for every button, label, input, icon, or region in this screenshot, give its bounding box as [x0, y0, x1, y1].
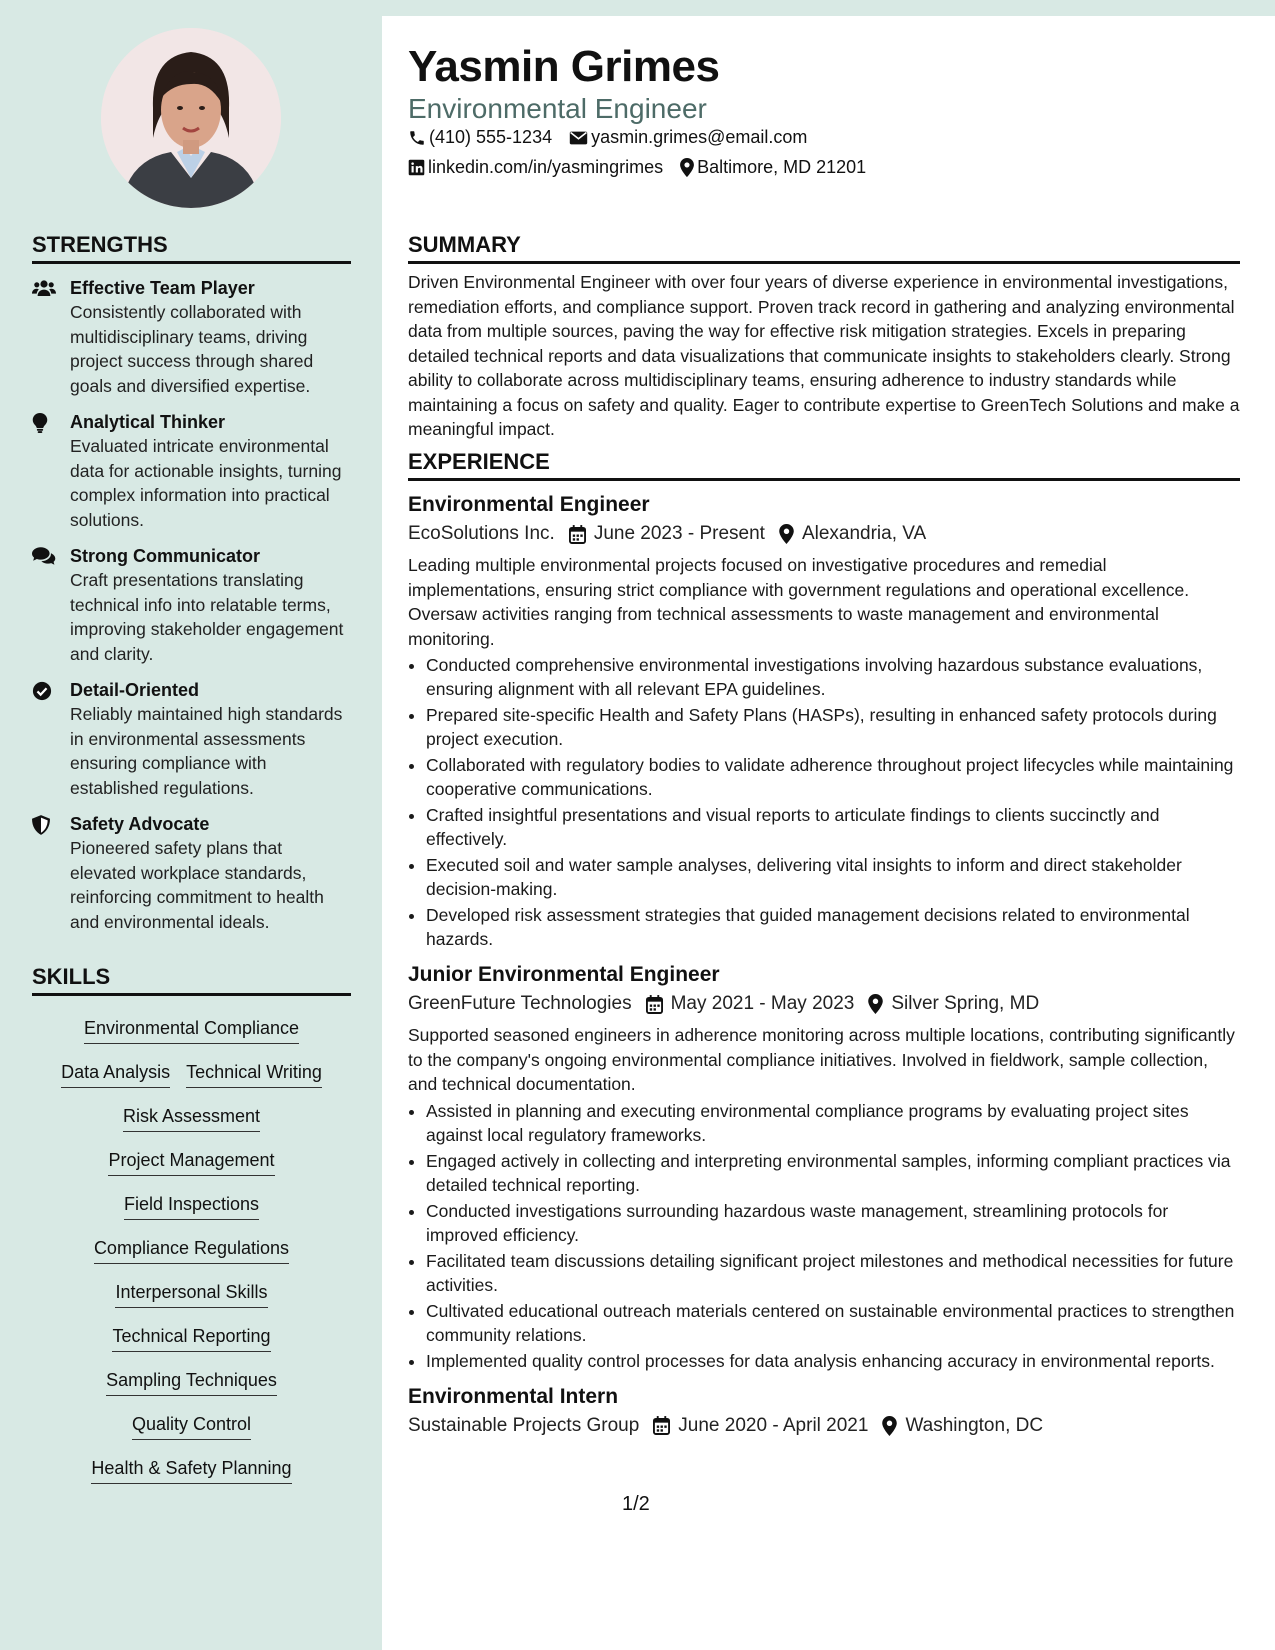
- calendar-icon: [569, 525, 586, 544]
- contact-row-1: [408, 127, 824, 148]
- experience-section: [408, 449, 1240, 1441]
- skill-tag: Technical Writing: [186, 1060, 322, 1088]
- skill-tag: Sampling Techniques: [106, 1368, 277, 1396]
- strengths-list: [32, 276, 351, 934]
- skill-tag: Health & Safety Planning: [91, 1456, 291, 1484]
- job-bullet: • Collaborated with regulatory bodies to validate adherence throughout project lifecycles while maintaining cooperative communications.: [426, 753, 1240, 801]
- skills-row: [32, 1272, 351, 1316]
- summary-title: SUMMARY: [408, 232, 1240, 264]
- calendar-icon: [653, 1416, 670, 1435]
- skills-row: [32, 1140, 351, 1184]
- strength-item: [32, 276, 351, 398]
- strength-desc: Evaluated intricate environmental data for actionable insights, turning complex information into practical solutions.: [70, 436, 342, 530]
- job-bullet: • Crafted insightful presentations and visual reports to articulate findings to clients succinctly and effectively.: [426, 803, 1240, 851]
- job-bullet: • Prepared site-specific Health and Safety Plans (HASPs), resulting in enhanced safety protocols during project execution.: [426, 703, 1240, 751]
- skills-row: [32, 1404, 351, 1448]
- job-bullet: • Executed soil and water sample analyses, delivering vital insights to inform and direct stakeholder decision-making.: [426, 853, 1240, 901]
- location-text: Baltimore, MD 21201: [697, 157, 867, 177]
- contact-email[interactable]: [569, 127, 807, 148]
- skill-tag: Project Management: [108, 1148, 274, 1176]
- check-circle-icon: [32, 681, 56, 701]
- job-title: Junior Environmental Engineer: [408, 963, 720, 986]
- skill-tag: Data Analysis: [61, 1060, 170, 1088]
- skills-row: [32, 1316, 351, 1360]
- strength-title: Detail-Oriented: [70, 680, 200, 700]
- skills-title: SKILLS: [32, 964, 351, 996]
- linkedin-icon: [408, 159, 425, 176]
- skills-row: [32, 1360, 351, 1404]
- map-pin-icon: [882, 1416, 897, 1436]
- map-pin-icon: [868, 994, 883, 1014]
- phone-text: (410) 555-1234: [429, 127, 553, 147]
- map-pin-icon: [680, 158, 694, 177]
- job-desc: Leading multiple environmental projects focused on investigative procedures and remedial implementations, ensuring strict compliance with government regulations and operational excellence. Oversaw activities ranging from technical assessments to waste management and environmental monitoring.: [408, 555, 1190, 649]
- strength-desc: Reliably maintained high standards in environmental assessments ensuring compliance with established regulations.: [70, 704, 343, 798]
- job-bullets: [408, 653, 1240, 951]
- job-bullet: • Engaged actively in collecting and interpreting environmental samples, informing compliant practices via detailed technical reporting.: [426, 1149, 1240, 1197]
- skill-tag: Compliance Regulations: [94, 1236, 289, 1264]
- job-bullet: • Facilitated team discussions detailing significant project milestones and methodical necessities for future activities.: [426, 1249, 1240, 1297]
- strength-item: [32, 812, 351, 934]
- job-title: Environmental Engineer: [408, 493, 650, 516]
- experience-title: EXPERIENCE: [408, 449, 1240, 481]
- job-meta: [408, 1411, 1240, 1441]
- job-entry: [408, 961, 1240, 1373]
- job-location-text: Silver Spring, MD: [891, 993, 1040, 1014]
- job-dates-text: June 2023 - Present: [593, 523, 765, 544]
- strength-item: [32, 544, 351, 666]
- job-entry: [408, 491, 1240, 951]
- skills-section: [32, 964, 351, 1492]
- main-content: [382, 16, 1275, 1650]
- skill-tag: Quality Control: [132, 1412, 251, 1440]
- job-location: [779, 519, 926, 549]
- strength-title: Strong Communicator: [70, 546, 261, 566]
- email-text: yasmin.grimes@email.com: [591, 127, 808, 147]
- job-bullets: [408, 1099, 1240, 1373]
- strength-title: Analytical Thinker: [70, 412, 226, 432]
- skill-tag: Environmental Compliance: [84, 1016, 299, 1044]
- job-location: [868, 989, 1039, 1019]
- map-pin-icon: [779, 524, 794, 544]
- job-bullet: • Developed risk assessment strategies that guided management decisions related to environmental hazards.: [426, 903, 1240, 951]
- job-dates-text: June 2020 - April 2021: [678, 1414, 869, 1436]
- comments-icon: [32, 547, 56, 567]
- skill-tag: Risk Assessment: [123, 1104, 260, 1132]
- linkedin-text: linkedin.com/in/yasmingrimes: [428, 157, 664, 177]
- job-meta: [408, 519, 1240, 549]
- job-bullet: • Implemented quality control processes for data analysis enhancing accuracy in environmental reports.: [426, 1349, 1240, 1373]
- candidate-name: Yasmin Grimes: [408, 42, 720, 91]
- skills-row: [32, 1228, 351, 1272]
- job-bullet: • Conducted investigations surrounding hazardous waste management, streamlining protocols for improved efficiency.: [426, 1199, 1240, 1247]
- strength-desc: Craft presentations translating technical info into relatable terms, improving stakeholder engagement and clarity.: [70, 570, 344, 664]
- skill-tag: Technical Reporting: [112, 1324, 270, 1352]
- strength-desc: Consistently collaborated with multidisciplinary teams, driving project success through shared goals and diversified expertise.: [70, 302, 314, 396]
- skills-row: [32, 1184, 351, 1228]
- strengths-title: STRENGTHS: [32, 232, 351, 264]
- job-bullet: • Conducted comprehensive environmental investigations involving hazardous substance evaluations, ensuring alignment with all relevant EPA guidelines.: [426, 653, 1240, 701]
- profile-photo: [101, 28, 281, 208]
- shield-icon: [32, 815, 56, 835]
- job-location: [882, 1411, 1043, 1441]
- job-dates: [653, 1411, 868, 1441]
- calendar-icon: [646, 995, 663, 1014]
- job-dates: [646, 989, 855, 1019]
- job-location-text: Washington, DC: [905, 1414, 1044, 1436]
- job-company: EcoSolutions Inc.: [408, 523, 555, 544]
- job-dates: [569, 519, 765, 549]
- skills-row: [32, 1096, 351, 1140]
- skills-list: [32, 1008, 351, 1492]
- strength-title: Effective Team Player: [70, 278, 255, 298]
- skills-row: [32, 1008, 351, 1052]
- job-bullet: • Assisted in planning and executing environmental compliance programs by evaluating project sites against local regulatory frameworks.: [426, 1099, 1240, 1147]
- strength-item: [32, 410, 351, 532]
- job-title: Environmental Intern: [408, 1384, 619, 1408]
- lightbulb-icon: [32, 413, 56, 433]
- jobs-list: [408, 491, 1240, 1441]
- strength-desc: Pioneered safety plans that elevated workplace standards, reinforcing commitment to health and environmental ideals.: [70, 838, 324, 932]
- users-icon: [32, 279, 56, 299]
- skill-tag: Interpersonal Skills: [115, 1280, 267, 1308]
- candidate-role: Environmental Engineer: [408, 93, 707, 124]
- summary-text: Driven Environmental Engineer with over four years of diverse experience in environmental investigations, remediation efforts, and compliance support. Proven track record in gathering and analyzing environmental data from multiple sources, paving the way for effective risk mitigation strategies. Excels in preparing detailed technical reports and data visualizations that communicate insights to stakeholders clearly. Strong ability to collaborate across multidisciplinary teams, ensuring adherence to industry standards while maintaining a focus on safety and quality. Eager to contribute expertise to GreenTech Solutions and make a meaningful impact.: [408, 272, 1240, 439]
- contact-location: [680, 157, 866, 178]
- phone-icon: [408, 129, 426, 147]
- contact-phone: [408, 127, 552, 148]
- envelope-icon: [569, 130, 588, 146]
- job-location-text: Alexandria, VA: [801, 523, 927, 544]
- job-meta: [408, 989, 1240, 1019]
- job-company: GreenFuture Technologies: [408, 993, 632, 1014]
- job-dates-text: May 2021 - May 2023: [670, 993, 855, 1014]
- page-number: 1/2: [622, 1493, 650, 1515]
- skill-tag: Field Inspections: [124, 1192, 259, 1220]
- contact-row-2: [408, 157, 883, 178]
- contact-linkedin[interactable]: [408, 157, 663, 178]
- strength-title: Safety Advocate: [70, 814, 210, 834]
- strengths-section: [32, 232, 351, 934]
- summary-section: [408, 232, 1240, 442]
- job-entry: [408, 1383, 1240, 1441]
- sidebar: [0, 0, 382, 1650]
- skills-row: [32, 1052, 351, 1096]
- job-desc: Supported seasoned engineers in adherence monitoring across multiple locations, contributing significantly to the company's ongoing environmental compliance initiatives. Involved in fieldwork, sample collection, and technical documentation.: [408, 1025, 1235, 1094]
- strength-item: [32, 678, 351, 800]
- skills-row: [32, 1448, 351, 1492]
- job-bullet: • Cultivated educational outreach materials centered on sustainable environmental practices to strengthen community relations.: [426, 1299, 1240, 1347]
- job-company: Sustainable Projects Group: [408, 1414, 640, 1436]
